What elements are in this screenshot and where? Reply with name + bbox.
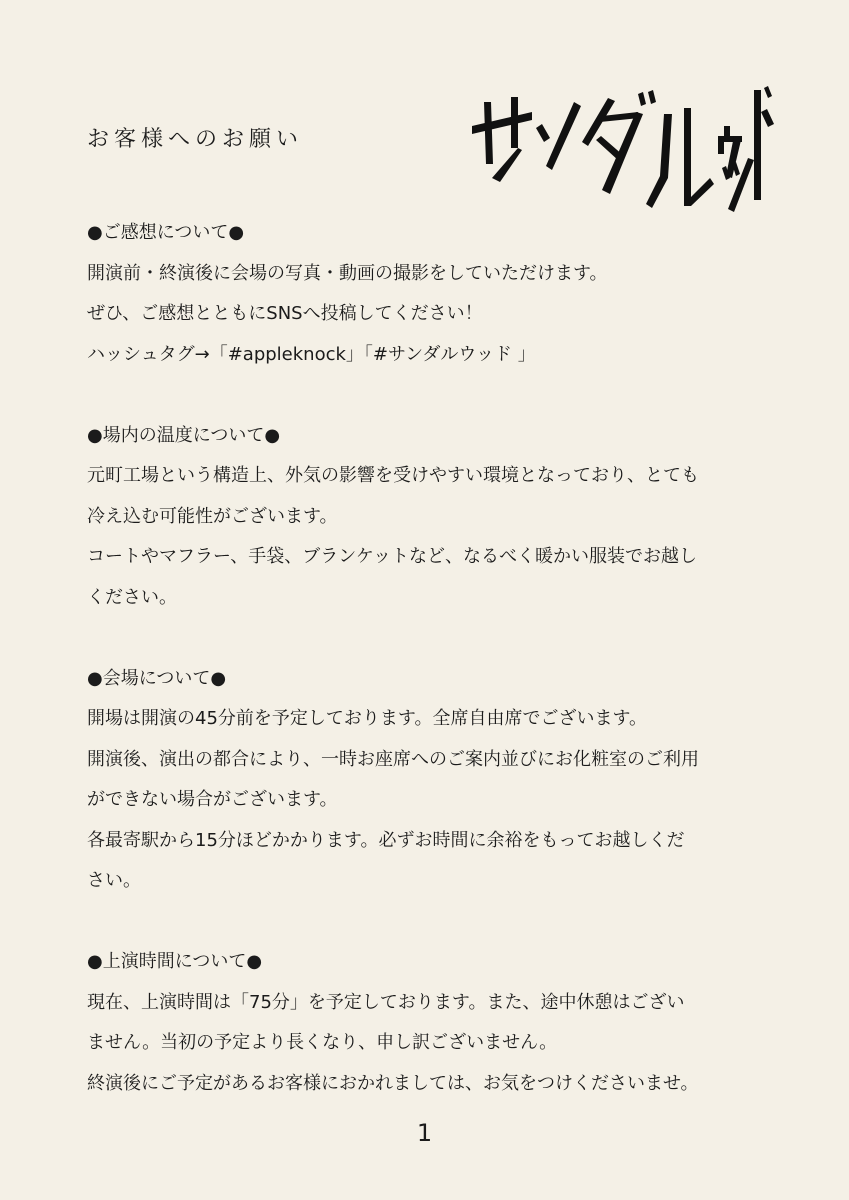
section-running-time (87, 942, 777, 1104)
paragraph-line: 冷え込む可能性がございます。 (87, 505, 338, 527)
paragraph-line: 開演後、演出の都合により、一時お座席へのご案内並びにお化粧室のご利用 (87, 748, 699, 770)
paragraph-line: 終演後にご予定があるお客様におかれましては、お気をつけくださいませ。 (87, 1072, 699, 1094)
paragraph-line: 元町工場という構造上、外気の影響を受けやすい環境となっており、とても (87, 465, 699, 486)
paragraph-line: ができない場合がございます。 (87, 789, 338, 810)
page-title: お客様へのお願い (87, 127, 304, 152)
section-venue (87, 659, 777, 902)
paragraph-line: ぜひ、ご感想とともにSNSへ投稿してください！ (87, 303, 483, 324)
paragraph-line: 現在、上演時間は「75分」を予定しております。また、途中休憩はござい (87, 991, 685, 1013)
section-heading: ●ご感想について● (87, 222, 245, 243)
paragraph-line: コートやマフラー、手袋、ブランケットなど、なるべく暖かい服装でお越し (87, 546, 698, 567)
paragraph-line: 開演前・終演後に会場の写真・動画の撮影をしていただけます。 (87, 262, 608, 284)
notice-body (87, 213, 777, 1104)
section-heading: ●上演時間について● (87, 951, 263, 972)
section-heading: ●会場について● (87, 667, 227, 689)
paragraph-line: ハッシュタグ→「#appleknock」「#サンダルウッド 」 (87, 343, 536, 365)
page-number: 1 (416, 1119, 433, 1147)
paragraph-line: ません。当初の予定より長くなり、申し訳ございません。 (87, 1032, 558, 1053)
logo (470, 82, 775, 224)
section-heading: ●場内の温度について● (87, 424, 281, 446)
paragraph-line: ください。 (87, 586, 177, 608)
paragraph-line: 各最寄駅から15分ほどかかります。必ずお時間に余裕をもってお越しくだ (87, 829, 685, 851)
paragraph-line: 開場は開演の45分前を予定しております。全席自由席でございます。 (87, 708, 648, 729)
sandalwood-logo-icon (470, 82, 775, 224)
section-temperature (87, 416, 777, 619)
section-feedback (87, 213, 777, 375)
paragraph-line: さい。 (87, 870, 141, 891)
